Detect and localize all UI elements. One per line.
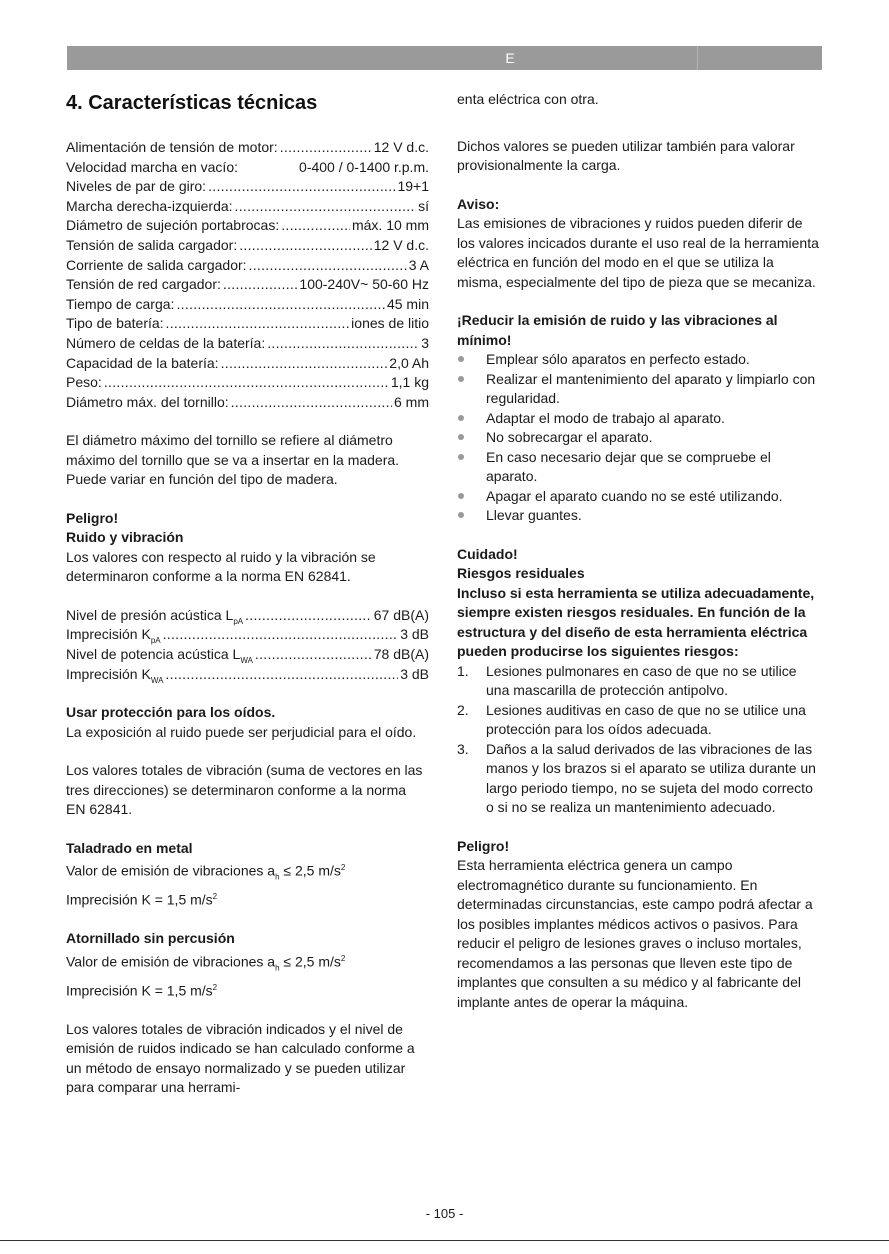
notice-section — [457, 195, 822, 293]
spec-row — [66, 236, 429, 256]
drilling-section — [66, 839, 429, 911]
noise-value: 67 dB(A) — [373, 606, 429, 623]
spec-value: sí — [418, 197, 429, 214]
list-item: No sobrecargar el aparato. — [457, 428, 822, 448]
spec-value: 12 V d.c. — [373, 139, 429, 155]
noise-value: 3 dB — [400, 665, 429, 682]
continuation-text: enta eléctrica con otra. — [457, 91, 599, 107]
spec-value: 0-400 / 0-1400 r.p.m. — [299, 158, 429, 175]
emf-paragraph: Esta herramienta eléctrica genera un campo electromagnético durante su funcionamiento. En determinadas circunstancias, este campo podrá afectar a los posibles implantes médicos activos o pasivos. Para reducir el peligro de lesiones graves o incluso mortales, recomendamos a las personas que lleven este tipo de implantes que consulten a su médico y al fabricante del implante antes de operar la máquina. — [457, 857, 813, 1010]
spec-value: 6 mm — [394, 393, 429, 410]
spec-value: 3 — [421, 334, 429, 351]
list-item: 3. Daños a la salud derivados de las vibraciones de las manos y los brazos si el aparato se utiliza durante un largo periodo tiempo, no se sujeta del modo correcto o si no se realiza un mantenimiento adecuado. — [457, 740, 816, 815]
page-number: - 105 - — [425, 1206, 464, 1221]
noise-value: 78 dB(A) — [373, 646, 429, 662]
spec-label: Capacidad de la batería: — [66, 354, 219, 371]
spec-row — [66, 138, 429, 158]
noise-values — [66, 606, 429, 684]
spec-label: Corriente de salida cargador: — [66, 256, 247, 273]
spec-value: 100-240V~ 50-60 Hz — [299, 276, 429, 293]
spec-row — [66, 334, 429, 354]
reduce-heading: ¡Reducir la emisión de ruido y las vibraciones al mínimo! — [457, 312, 778, 348]
notice-heading: Aviso: — [457, 195, 500, 212]
list-item: 1. Lesiones pulmonares en caso de que no se utilice una mascarilla de protección antipolvo. — [457, 662, 797, 698]
leader-dots — [235, 197, 417, 217]
noise-label: Imprecisión $K_{pA}$ — [66, 626, 161, 646]
leader-dots — [176, 295, 385, 315]
spec-value: máx. 10 mm — [351, 217, 429, 234]
leader-dots — [231, 393, 392, 413]
noise-label: Nivel de presión acústica $L_{pA}$ — [66, 606, 244, 626]
ear-paragraph: La exposición al ruido puede ser perjudicial para el oído. — [66, 723, 417, 740]
language-letter: E — [505, 50, 515, 66]
list-item: 2. Lesiones auditivas en caso de que no se utilice una protección para los oídos adecuada. — [457, 701, 806, 737]
spec-value: iones de litio — [351, 315, 429, 332]
noise-row — [66, 606, 429, 626]
leader-dots — [281, 216, 350, 236]
spec-label: Número de celdas de la batería: — [66, 334, 266, 351]
spec-row — [66, 158, 429, 178]
spec-row — [66, 295, 429, 315]
drilling-heading: Taladrado en metal — [66, 839, 193, 856]
ear-heading: Usar protección para los oídos. — [66, 704, 276, 721]
noise-heading: Ruido y vibración — [66, 529, 184, 546]
leader-dots — [223, 275, 298, 295]
left-column — [66, 90, 429, 1117]
screw-diameter-paragraph: El diámetro máximo del tornillo se refiere al diámetro máximo del tornillo que se va a insertar en la madera. Puede variar en función del tipo de madera. — [66, 432, 400, 488]
spec-label: Diámetro de sujeción portabrocas: — [66, 217, 280, 234]
right-column — [457, 90, 822, 1012]
header-divider — [697, 46, 698, 70]
spec-row — [66, 314, 429, 334]
danger-heading: Peligro! — [66, 509, 119, 526]
noise-label: Nivel de potencia acústica $L_{WA}$ — [66, 646, 253, 665]
notice-paragraph: Las emisiones de vibraciones y ruidos pueden diferir de los valores incicados durante el uso real de la herramienta eléctrica en función del modo en el que se utiliza la misma, especialmente del tipo de pieza que se mecaniza. — [457, 215, 819, 290]
leader-dots — [221, 354, 388, 374]
drilling-uncertainty: Imprecisión K = 1,5 $m/s^2$ — [66, 891, 218, 908]
list-item: Apagar el aparato cuando no se esté utilizando. — [457, 487, 822, 507]
spec-list — [66, 138, 429, 412]
noise-row — [66, 645, 429, 665]
noise-row — [66, 625, 429, 645]
spec-label: Tipo de batería: — [66, 315, 164, 332]
leader-dots — [239, 236, 372, 256]
spec-label: Niveles de par de giro: — [66, 178, 207, 195]
spec-value: 12 V d.c. — [373, 236, 429, 253]
spec-row — [66, 275, 429, 295]
leader-dots — [104, 373, 389, 393]
list-item: Llevar guantes. — [457, 506, 822, 526]
spec-row — [66, 216, 429, 236]
spec-label: Marcha derecha-izquierda: — [66, 197, 233, 214]
residual-risks-intro: Incluso si esta herramienta se utiliza adecuadamente, siempre existen riesgos residuales. En función de la estructura y del diseño de esta herramienta eléctrica pueden producirse los siguientes riesgos: — [457, 584, 815, 659]
leader-dots — [267, 334, 419, 354]
spec-value: 1,1 kg — [390, 374, 429, 391]
leader-dots — [245, 606, 372, 626]
language-header-bar — [67, 46, 822, 70]
spec-row — [66, 354, 429, 374]
leader-dots — [280, 138, 372, 158]
spec-row — [66, 197, 429, 217]
list-item: Emplear sólo aparatos en perfecto estado. — [457, 350, 822, 370]
leader-dots — [255, 645, 372, 665]
usage-paragraph: Dichos valores se pueden utilizar también para valorar provisionalmente la carga. — [457, 137, 795, 173]
list-item: Adaptar el modo de trabajo al aparato. — [457, 409, 822, 429]
spec-row — [66, 256, 429, 276]
spec-label: Diámetro máx. del tornillo: — [66, 393, 229, 410]
final-paragraph: Los valores totales de vibración indicados y el nivel de emisión de ruidos indicado se han calculado conforme a un método de ensayo normalizado y se pueden utilizar para comparar una herrami- — [66, 1020, 415, 1096]
spec-label: Tensión de red cargador: — [66, 276, 221, 293]
reduce-list — [457, 350, 822, 526]
screwing-uncertainty: Imprecisión K = 1,5 $m/s^2$ — [66, 982, 218, 999]
leader-dots — [208, 177, 395, 197]
spec-value: 2,0 Ah — [389, 354, 429, 371]
caution-heading: Cuidado! — [457, 545, 518, 562]
spec-label: Peso: — [66, 374, 102, 391]
leader-dots — [163, 625, 399, 645]
spec-label: Tensión de salida cargador: — [66, 236, 238, 253]
screwing-vibration-value: Valor de emisión de vibraciones $a_h \le 2,5$ $m/s^2$ — [66, 953, 346, 973]
spec-value: 3 A — [408, 256, 429, 273]
drilling-vibration-value: Valor de emisión de vibraciones $a_h \le 2,5$ $m/s^2$ — [66, 862, 346, 882]
noise-row — [66, 665, 429, 685]
leader-dots — [249, 256, 407, 276]
noise-paragraph: Los valores con respecto al ruido y la vibración se determinaron conforme a la norma EN 62841. — [66, 548, 376, 585]
spec-label: Velocidad marcha en vacío: — [66, 158, 238, 175]
ear-protection-section — [66, 703, 429, 742]
screwing-heading: Atornillado sin percusión — [66, 930, 235, 947]
list-item: En caso necesario dejar que se compruebe el aparato. — [457, 448, 822, 487]
spec-row — [66, 177, 429, 197]
vibration-paragraph: Los valores totales de vibración (suma de vectores en las tres direcciones) se determinaron conforme a la norma EN 62841. — [66, 762, 423, 818]
noise-label: Imprecisión $K_{WA}$ — [66, 665, 164, 685]
noise-section — [66, 509, 429, 587]
list-item: Realizar el mantenimiento del aparato y limpiarlo con regularidad. — [457, 370, 822, 409]
spec-row — [66, 373, 429, 393]
noise-value: 3 dB — [400, 626, 429, 643]
spec-value: 45 min — [386, 295, 429, 312]
spec-row — [66, 393, 429, 413]
leader-dots — [166, 314, 350, 334]
spec-value: 19+1 — [397, 178, 429, 195]
spec-label: Alimentación de tensión de motor: — [66, 139, 278, 155]
leader-dots — [165, 665, 398, 685]
risks-list — [457, 662, 822, 818]
screwing-section — [66, 929, 429, 1001]
bottom-rule — [0, 1240, 889, 1241]
residual-risks-heading: Riesgos residuales — [457, 565, 585, 581]
danger2-heading: Peligro! — [457, 837, 510, 854]
section-title: 4. Características técnicas — [66, 92, 318, 114]
spec-label: Tiempo de carga: — [66, 295, 175, 312]
